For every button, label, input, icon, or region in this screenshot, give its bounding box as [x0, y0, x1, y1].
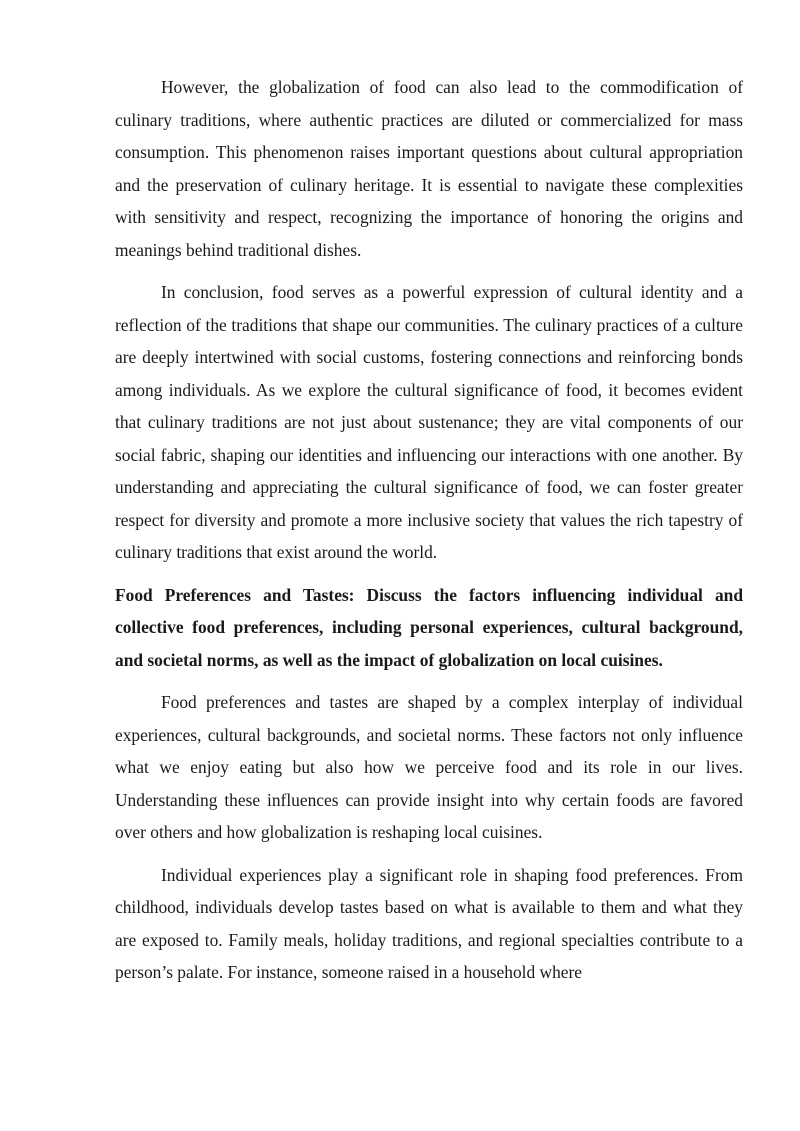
- section-heading: Food Preferences and Tastes: Discuss the factors influencing individual and collective food preferences, including personal experiences, cultural background, and societal norms, as well as the impact of globalization on local cuisines.: [115, 584, 743, 670]
- paragraph-globalization-commodification: However, the globalization of food can also lead to the commodification of culinary traditions, where authentic practices are diluted or commercialized for mass consumption. This phenomenon raises important questions about cultural appropriation and the preservation of culinary heritage. It is essential to navigate these complexities with sensitivity and respect, recognizing the importance of honoring the origins and meanings behind traditional dishes.: [115, 77, 743, 260]
- document-body: [115, 71, 743, 999]
- paragraph-individual-experiences: Individual experiences play a significant role in shaping food preferences. From childhood, individuals develop tastes based on what is available to them and what they are exposed to. Family meals, holiday traditions, and regional specialties contribute to a person’s palate. For instance, someone raised in a household where: [115, 864, 743, 982]
- paragraph-conclusion: In conclusion, food serves as a powerful expression of cultural identity and a reflection of the traditions that shape our communities. The culinary practices of a culture are deeply intertwined with social customs, fostering connections and reinforcing bonds among individuals. As we explore the cultural significance of food, it becomes evident that culinary traditions are not just about sustenance; they are vital components of our social fabric, shaping our identities and influencing our interactions with one another. By understanding and appreciating the cultural significance of food, we can foster greater respect for diversity and promote a more inclusive society that values the rich tapestry of culinary traditions that exist around the world.: [115, 282, 743, 562]
- paragraph-food-preferences-intro: Food preferences and tastes are shaped by a complex interplay of individual experiences, cultural backgrounds, and societal norms. These factors not only influence what we enjoy eating but also how we perceive food and its role in our lives. Understanding these influences can provide insight into why certain foods are favored over others and how globalization is reshaping local cuisines.: [115, 692, 743, 842]
